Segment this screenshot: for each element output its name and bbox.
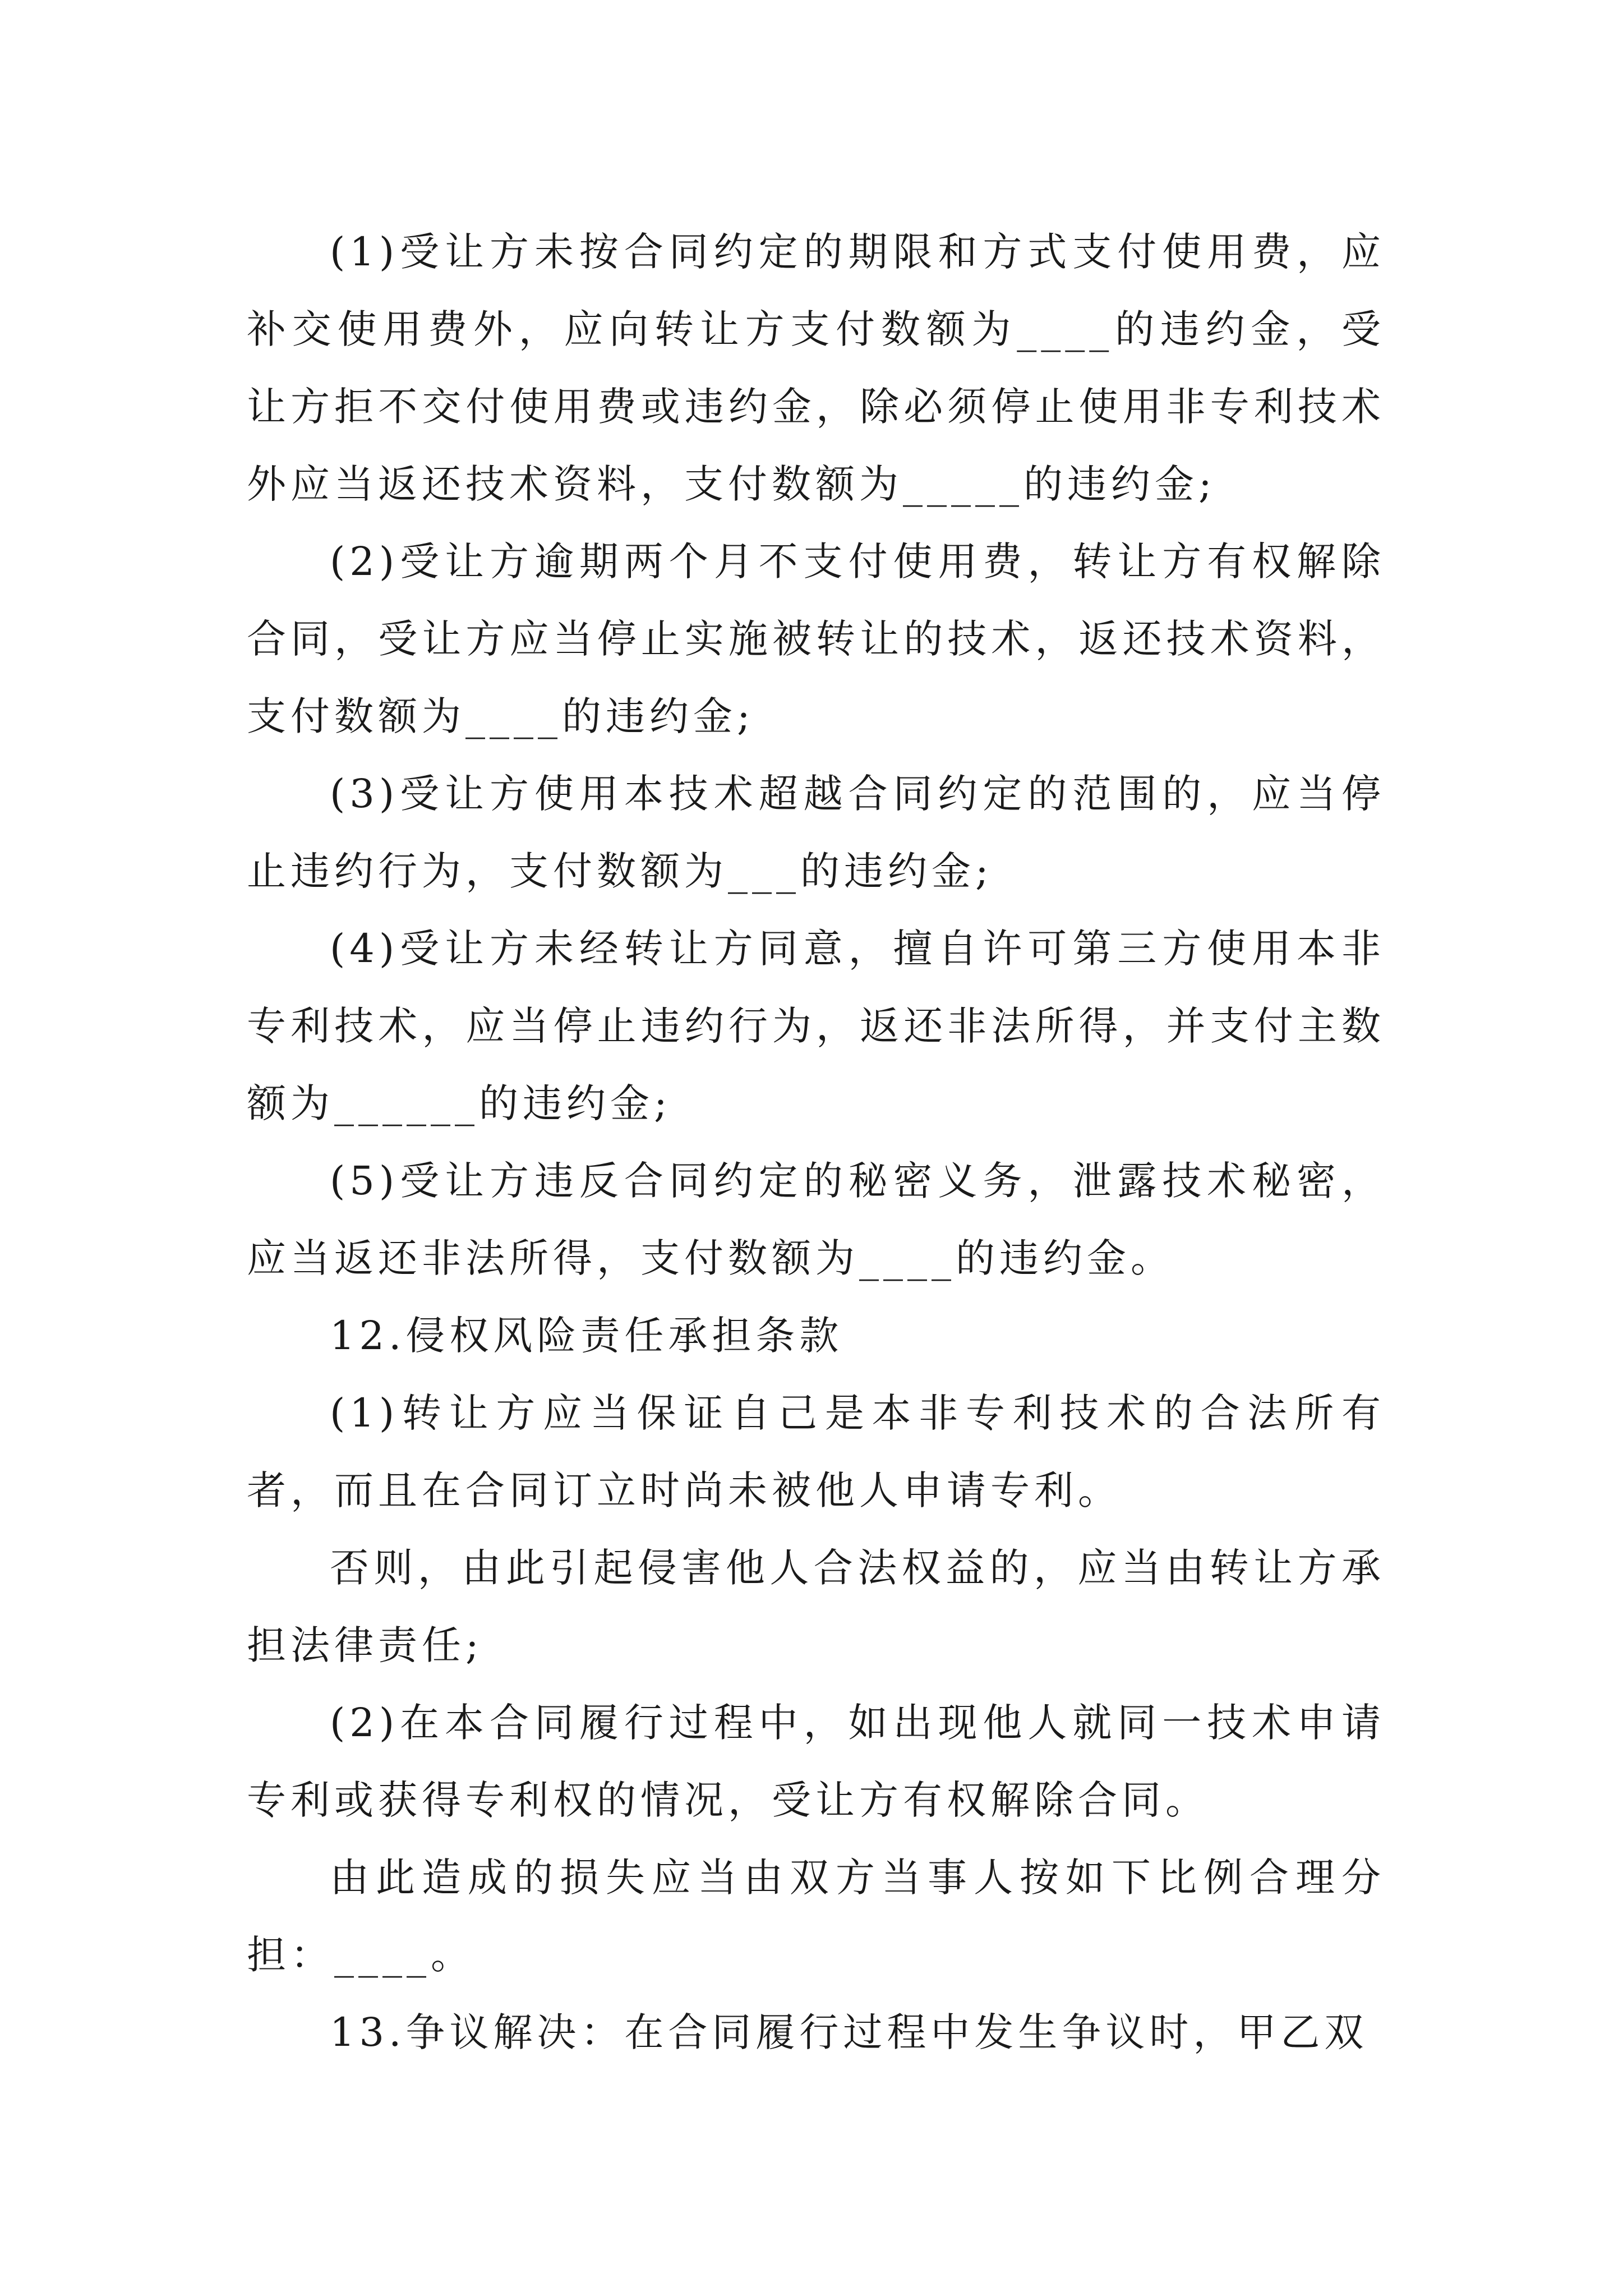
section-12-heading: 12.侵权风险责任承担条款 (330, 1313, 843, 1359)
clause-3-paragraph: (3)受让方使用本技术超越合同约定的范围的，应当停止违约行为，支付数额为___的违约金; (247, 771, 1385, 894)
contract-body (247, 213, 1385, 2071)
clause-1-paragraph: (1)受让方未按合同约定的期限和方式支付使用费，应补交使用费外，应向转让方支付数额为____的违约金，受让方拒不交付使用费或违约金，除必须停止使用非专利技术外应当返还技术资料，支付数额为_____的违约金; (247, 229, 1385, 507)
section-12-item-1-paragraph: (1)转让方应当保证自己是本非专利技术的合法所有者，而且在合同订立时尚未被他人申请专利。 (247, 1390, 1385, 1513)
loss-sharing-paragraph: 由此造成的损失应当由双方当事人按如下比例合理分担：____。 (247, 1855, 1385, 1978)
clause-4-paragraph: (4)受让方未经转让方同意，擅自许可第三方使用本非专利技术，应当停止违约行为，返还非法所得，并支付主数额为______的违约金; (247, 926, 1385, 1126)
clause-2-paragraph: (2)受让方逾期两个月不支付使用费，转让方有权解除合同，受让方应当停止实施被转让的技术，返还技术资料，支付数额为____的违约金; (247, 539, 1385, 739)
section-13-paragraph: 13.争议解决：在合同履行过程中发生争议时，甲乙双 (330, 2009, 1368, 2055)
section-12-item-2-paragraph: (2)在本合同履行过程中，如出现他人就同一技术申请专利或获得专利权的情况，受让方有权解除合同。 (247, 1700, 1385, 1823)
clause-5-paragraph: (5)受让方违反合同约定的秘密义务，泄露技术秘密，应当返还非法所得，支付数额为____的违约金。 (247, 1158, 1385, 1281)
section-12-otherwise-paragraph: 否则，由此引起侵害他人合法权益的，应当由转让方承担法律责任; (247, 1545, 1385, 1668)
